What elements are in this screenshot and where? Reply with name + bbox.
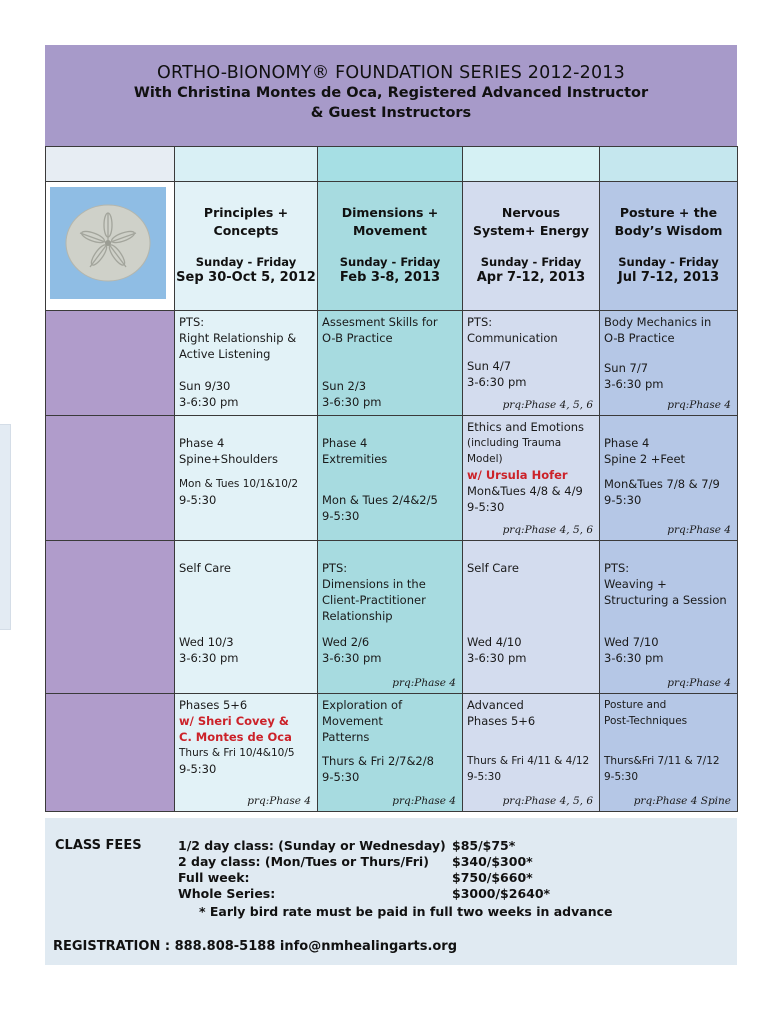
session-text: Self Care bbox=[179, 561, 231, 575]
session-date: Sun 2/3 bbox=[322, 379, 367, 393]
session-text: Right Relationship & bbox=[179, 331, 297, 345]
session-time: 3-6:30 pm bbox=[179, 395, 239, 409]
sand-dollar-icon bbox=[50, 187, 166, 299]
session-text: O-B Practice bbox=[322, 331, 393, 345]
session-text: Exploration of bbox=[322, 698, 403, 712]
session-date: Thurs & Fri 10/4&10/5 bbox=[179, 747, 295, 759]
spacer-cell bbox=[600, 147, 738, 182]
course-dates: Feb 3-8, 2013 bbox=[339, 270, 441, 285]
early-bird-note: * Early bird rate must be paid in full two weeks in advance bbox=[199, 904, 613, 919]
session-date: Thurs & Fri 4/11 & 4/12 bbox=[467, 755, 590, 767]
course-name: Movement bbox=[352, 223, 428, 238]
session-text: PTS: bbox=[604, 561, 630, 575]
prerequisite: prq:Phase 4 bbox=[247, 795, 311, 807]
session-text: PTS: bbox=[467, 315, 493, 329]
session-time: 3-6:30 pm bbox=[179, 651, 239, 665]
session-cell bbox=[463, 694, 600, 812]
course-name: Body’s Wisdom bbox=[614, 223, 723, 238]
session-text: Communication bbox=[467, 331, 558, 345]
course-days: Sunday - Friday bbox=[195, 255, 297, 269]
session-text: Post-Techniques bbox=[604, 715, 688, 727]
row-label-cell bbox=[46, 416, 175, 541]
session-text: Model) bbox=[467, 453, 503, 465]
fee-price: $3000/$2640* bbox=[452, 886, 551, 901]
course-dates: Jul 7-12, 2013 bbox=[617, 270, 720, 285]
session-date: Wed 10/3 bbox=[179, 635, 234, 649]
session-cell bbox=[175, 311, 318, 416]
session-time: 3-6:30 pm bbox=[322, 395, 382, 409]
fee-price: $340/$300* bbox=[452, 854, 533, 869]
session-time: 9-5:30 bbox=[604, 771, 639, 783]
session-date: Thurs&Fri 7/11 & 7/12 bbox=[604, 755, 720, 767]
session-time: 9-5:30 bbox=[322, 770, 360, 784]
row-label-cell bbox=[46, 311, 175, 416]
course-name: Principles + bbox=[203, 205, 289, 220]
fee-label: 2 day class: (Mon/Tues or Thurs/Fri) bbox=[178, 854, 429, 869]
session-text: PTS: bbox=[179, 315, 205, 329]
session-cell bbox=[175, 541, 318, 694]
prerequisite: prq:Phase 4 bbox=[667, 677, 731, 689]
session-row-thurs-fri bbox=[46, 694, 738, 812]
session-time: 9-5:30 bbox=[322, 509, 360, 523]
prerequisite: prq:Phase 4 bbox=[392, 795, 456, 807]
fee-price: $750/$660* bbox=[452, 870, 533, 885]
session-date: Wed 2/6 bbox=[322, 635, 370, 649]
session-date: Sun 4/7 bbox=[467, 359, 512, 373]
flyer-title: ORTHO-BIONOMY® FOUNDATION SERIES 2012-2013 bbox=[157, 63, 625, 83]
session-cell bbox=[600, 416, 738, 541]
session-text: Structuring a Session bbox=[604, 593, 727, 607]
session-time: 3-6:30 pm bbox=[467, 375, 527, 389]
flyer-header bbox=[45, 45, 737, 146]
prerequisite: prq:Phase 4 bbox=[392, 677, 456, 689]
session-text: Advanced bbox=[467, 698, 524, 712]
fees-footer bbox=[45, 818, 737, 965]
prerequisite: prq:Phase 4, 5, 6 bbox=[502, 399, 593, 411]
session-text: Body Mechanics in bbox=[604, 315, 712, 329]
session-cell bbox=[318, 541, 463, 694]
schedule-table bbox=[45, 146, 738, 812]
session-time: 3-6:30 pm bbox=[604, 377, 664, 391]
course-days: Sunday - Friday bbox=[618, 255, 719, 269]
guest-instructor: C. Montes de Oca bbox=[179, 730, 292, 744]
session-text: Weaving + bbox=[604, 577, 667, 591]
guest-instructor: w/ Sheri Covey & bbox=[179, 714, 289, 728]
guest-instructor: w/ Ursula Hofer bbox=[467, 468, 568, 482]
session-text: (including Trauma bbox=[467, 437, 562, 449]
session-date: Mon & Tues 10/1&10/2 bbox=[179, 478, 299, 490]
session-time: 9-5:30 bbox=[179, 493, 217, 507]
fee-row bbox=[178, 870, 550, 886]
session-text: Ethics and Emotions bbox=[467, 420, 585, 434]
session-row-sunday bbox=[46, 311, 738, 416]
course-header-dimensions bbox=[318, 182, 463, 311]
prerequisite: prq:Phase 4 bbox=[667, 399, 731, 411]
session-text: PTS: bbox=[322, 561, 348, 575]
session-time: 9-5:30 bbox=[467, 500, 505, 514]
session-text: Assesment Skills for bbox=[322, 315, 438, 329]
course-name: Nervous bbox=[501, 205, 561, 220]
session-text: Spine+Shoulders bbox=[179, 452, 278, 466]
session-text: Dimensions in the bbox=[322, 577, 426, 591]
session-cell bbox=[318, 416, 463, 541]
sand-dollar-photo bbox=[50, 187, 166, 299]
session-cell bbox=[600, 541, 738, 694]
course-name: System+ Energy bbox=[472, 223, 590, 238]
session-date: Mon & Tues 2/4&2/5 bbox=[322, 493, 438, 507]
session-date: Sun 9/30 bbox=[179, 379, 231, 393]
course-name: Posture + the bbox=[619, 205, 718, 220]
flyer bbox=[45, 45, 737, 965]
session-date: Wed 4/10 bbox=[467, 635, 522, 649]
session-cell bbox=[463, 311, 600, 416]
session-cell bbox=[175, 694, 318, 812]
fee-row bbox=[178, 886, 550, 902]
session-date: Mon&Tues 4/8 & 4/9 bbox=[467, 484, 583, 498]
fee-row bbox=[178, 854, 550, 870]
session-text: O-B Practice bbox=[604, 331, 675, 345]
fee-label: Full week: bbox=[178, 870, 250, 885]
row-label-cell bbox=[46, 541, 175, 694]
session-text: Patterns bbox=[322, 730, 370, 744]
session-text: Phases 5+6 bbox=[467, 714, 536, 728]
session-time: 9-5:30 bbox=[179, 762, 217, 776]
fees-list bbox=[178, 838, 550, 902]
session-date: Wed 7/10 bbox=[604, 635, 659, 649]
spacer-cell bbox=[46, 147, 175, 182]
session-time: 9-5:30 bbox=[467, 771, 502, 783]
session-text: Phase 4 bbox=[604, 436, 650, 450]
spacer-cell bbox=[175, 147, 318, 182]
spacer-cell bbox=[463, 147, 600, 182]
session-date: Sun 7/7 bbox=[604, 361, 649, 375]
session-cell bbox=[318, 311, 463, 416]
registration-contact: REGISTRATION : 888.808-5188 info@nmhealingarts.org bbox=[53, 939, 458, 954]
class-fees-label: CLASS FEES bbox=[55, 838, 142, 853]
session-time: 3-6:30 pm bbox=[322, 651, 382, 665]
session-text: Self Care bbox=[467, 561, 519, 575]
fee-price: $85/$75* bbox=[452, 838, 516, 853]
fee-label: Whole Series: bbox=[178, 886, 276, 901]
session-row-mon-tues bbox=[46, 416, 738, 541]
course-header-row bbox=[46, 182, 738, 311]
session-time: 3-6:30 pm bbox=[467, 651, 527, 665]
prerequisite: prq:Phase 4 Spine bbox=[633, 795, 731, 807]
course-name: Concepts bbox=[213, 223, 279, 238]
session-text: Relationship bbox=[322, 609, 393, 623]
session-text: Movement bbox=[322, 714, 383, 728]
course-header-nervous bbox=[463, 182, 600, 311]
flyer-subtitle: With Christina Montes de Oca, Registered Advanced Instructor bbox=[133, 85, 649, 101]
session-text: Client-Practitioner bbox=[322, 593, 426, 607]
session-text: Phase 4 bbox=[322, 436, 368, 450]
course-header-posture bbox=[600, 182, 738, 311]
session-date: Thurs & Fri 2/7&2/8 bbox=[322, 754, 434, 768]
course-dates: Sep 30-Oct 5, 2012 bbox=[176, 270, 316, 285]
session-text: Spine 2 +Feet bbox=[604, 452, 686, 466]
session-date: Mon&Tues 7/8 & 7/9 bbox=[604, 477, 720, 491]
session-cell bbox=[175, 416, 318, 541]
prerequisite: prq:Phase 4, 5, 6 bbox=[502, 524, 593, 536]
session-text: Active Listening bbox=[179, 347, 271, 361]
fee-row bbox=[178, 838, 550, 854]
course-header-principles bbox=[175, 182, 318, 311]
fee-label: 1/2 day class: (Sunday or Wednesday) bbox=[178, 838, 446, 853]
prerequisite: prq:Phase 4 bbox=[667, 524, 731, 536]
session-cell bbox=[463, 416, 600, 541]
course-dates: Apr 7-12, 2013 bbox=[476, 270, 586, 285]
prerequisite: prq:Phase 4, 5, 6 bbox=[502, 795, 593, 807]
session-text: Extremities bbox=[322, 452, 388, 466]
session-cell bbox=[463, 541, 600, 694]
row-label-cell bbox=[46, 694, 175, 812]
session-cell bbox=[600, 694, 738, 812]
course-days: Sunday - Friday bbox=[339, 255, 441, 269]
image-cell bbox=[46, 182, 175, 311]
session-text: Posture and bbox=[604, 699, 667, 711]
session-text: Phase 4 bbox=[179, 436, 225, 450]
session-text: Phases 5+6 bbox=[179, 698, 248, 712]
session-time: 9-5:30 bbox=[604, 493, 642, 507]
spacer-cell bbox=[318, 147, 463, 182]
side-tab bbox=[0, 424, 11, 630]
flyer-subtitle-guests: & Guest Instructors bbox=[310, 105, 472, 121]
spacer-row bbox=[46, 147, 738, 182]
course-days: Sunday - Friday bbox=[480, 255, 582, 269]
session-cell bbox=[600, 311, 738, 416]
session-row-wednesday bbox=[46, 541, 738, 694]
session-time: 3-6:30 pm bbox=[604, 651, 664, 665]
session-cell bbox=[318, 694, 463, 812]
course-name: Dimensions + bbox=[341, 205, 439, 220]
